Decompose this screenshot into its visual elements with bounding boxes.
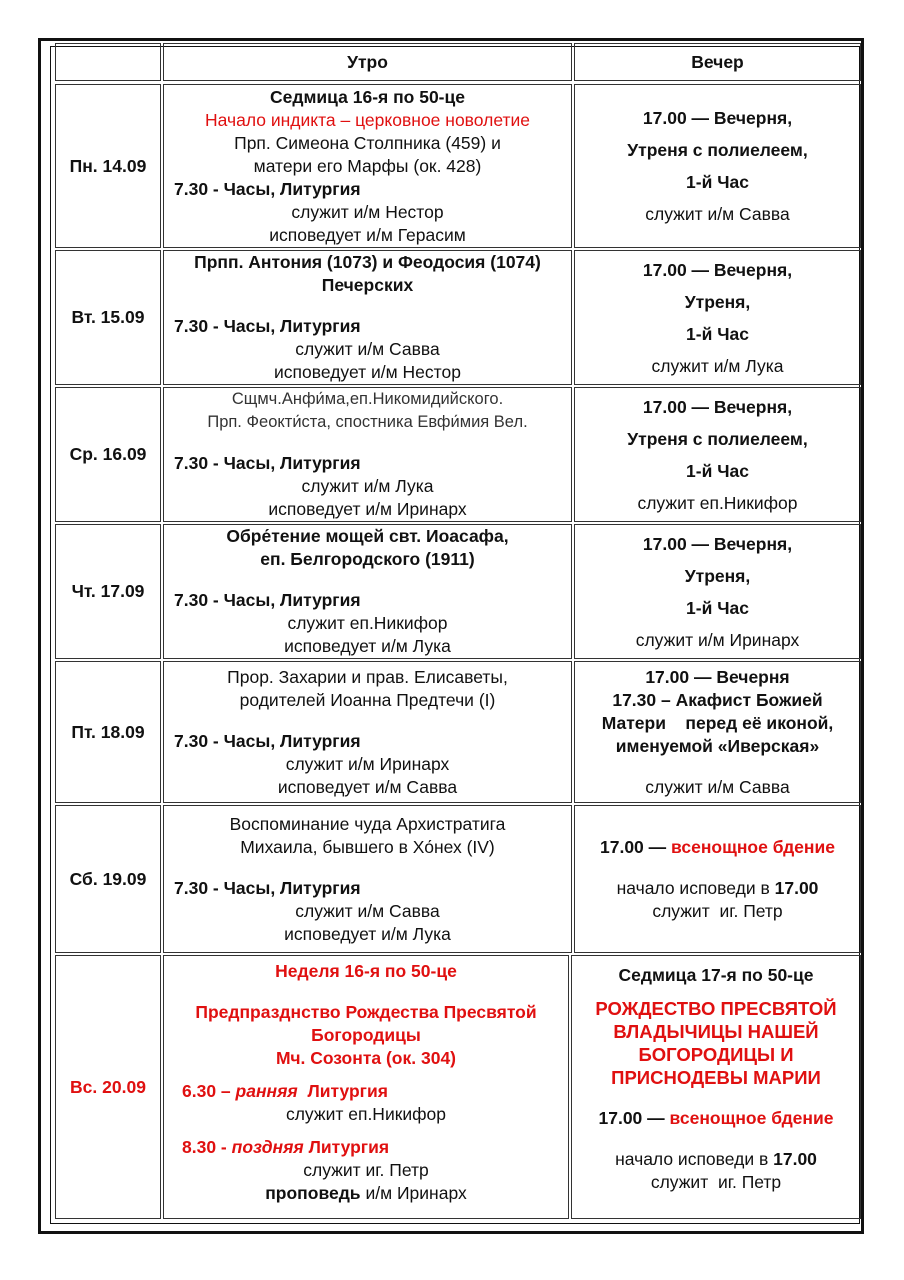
confess-line: исповедует и/м Лука [284,636,451,656]
feast-line-2: матери его Марфы (ок. 428) [253,155,482,176]
feast-line-2: ВЛАДЫЧИЦЫ НАШЕЙ [613,1021,819,1042]
morning-cell-tue [163,250,572,385]
evening-cell-sun [571,955,861,1219]
header-morning-label: Утро [347,51,388,72]
day-label: Пн. 14.09 [69,155,147,176]
service-line: 7.30 - Часы, Литургия [174,590,361,610]
serves-line: служит и/м Савва [295,900,440,921]
evening-serves: служит еп.Никифор [637,492,798,513]
serves-line: служит и/м Лука [301,476,434,496]
evening-cell-wed [574,387,861,522]
evening-line-2: Утреня, [684,291,751,312]
evening-serves: служит и/м Иринарх [635,629,800,650]
evening-line-2: Утреня с полиелеем, [627,428,808,449]
late-liturgy-line [164,1136,568,1159]
feast-line-1: РОЖДЕСТВО ПРЕСВЯТОЙ [595,998,837,1019]
early-liturgy-name: ранняя [235,1081,298,1101]
feast-line-1: Воспоминание чуда Архистратига [229,813,506,834]
evening-serves: служит и/м Савва [645,776,790,797]
feast-red-line: Начало индикта – церковное новолетие [204,109,531,130]
service-line: 7.30 - Часы, Литургия [174,730,361,751]
feast-line-3: Мч. Созонта (ок. 304) [275,1048,457,1068]
sermon-line [265,1182,467,1205]
header-evening [574,43,861,81]
early-liturgy-line [164,1080,568,1103]
confess-start-time: 17.00 [774,877,819,898]
vigil-time: 17.00 — [598,1108,670,1128]
feast-line-1: Предпразднство Рождества Пресвятой [195,1002,537,1022]
day-label: Вс. 20.09 [70,1076,146,1097]
day-cell-thu [55,524,161,659]
feast-line-1: Прп. Симеона Столпника (459) и [234,132,501,153]
evening-line-2: Утреня с полиелеем, [627,140,808,160]
evening-line-3: 1-й Час [686,323,749,344]
evening-line-2: Утреня, [684,565,751,586]
header-evening-label: Вечер [691,51,744,72]
morning-cell-mon [163,84,572,248]
morning-cell-sun [163,955,569,1219]
day-cell-sat [55,805,161,953]
sermon-by: и/м Иринарх [360,1183,467,1203]
evening-serves: служит и/м Савва [645,204,790,224]
feast-line-1: Сщмч.Анфи́ма,еп.Никомидийского. [231,390,504,408]
service-line: 7.30 - Часы, Литургия [174,877,361,898]
morning-cell-fri [163,661,572,803]
feast-line-1: Обре́тение мощей свт. Иоасафа, [226,526,509,546]
late-liturgy-time: 8.30 - [182,1137,232,1157]
serves-line: служит и/м Нестор [291,201,444,222]
late-liturgy-name: поздняя [231,1137,304,1157]
serves-line: служит и/м Савва [295,339,440,359]
feast-line-2: Прп. Феокти́ста, спостника Евфи́мия Вел. [207,413,528,431]
confess-line: исповедует и/м Герасим [269,224,466,245]
confess-start-time: 17.00 [773,1149,817,1169]
evening-line-3: 1-й Час [686,460,749,481]
day-cell-tue [55,250,161,385]
confess-start-line [617,877,819,900]
evening-serves: служит иг. Петр [650,1172,782,1192]
serves-line: служит и/м Иринарх [285,753,450,774]
evening-line-3: Матери перед её иконой, [601,712,834,733]
vigil-line [599,1107,834,1130]
vigil-time: 17.00 — [600,836,672,857]
evening-line-1: 17.00 — Вечерня, [642,396,793,417]
header-morning [163,43,572,81]
day-label: Пт. 18.09 [71,721,145,742]
evening-cell-fri [574,661,861,803]
evening-line-1: 17.00 — Вечерня [645,666,790,687]
evening-cell-mon [574,84,861,248]
late-liturgy-label: Литургия [303,1137,390,1157]
feast-line-2: Печерских [321,275,414,295]
feast-line-2: Богородицы [311,1025,421,1045]
serves-line: служит еп.Никифор [287,613,448,633]
day-label: Чт. 17.09 [71,581,145,601]
evening-serves: служит иг. Петр [652,900,783,921]
feast-line-1: Прпп. Антония (1073) и Феодосия (1074) [194,252,541,272]
evening-cell-sat [574,805,861,953]
evening-serves: служит и/м Лука [651,355,784,376]
early-liturgy-label: Литургия [297,1081,388,1101]
vigil-label: всенощное бдение [669,1108,834,1128]
day-label: Ср. 16.09 [69,444,147,464]
service-line: 7.30 - Часы, Литургия [174,178,361,199]
feast-line-3: БОГОРОДИЦЫ И [638,1044,794,1065]
evening-cell-thu [574,524,861,659]
day-cell-fri [55,661,161,803]
header-blank-cell [55,43,161,81]
day-cell-sun [55,955,161,1219]
day-label: Сб. 19.09 [69,868,147,889]
evening-line-3: 1-й Час [686,597,749,618]
evening-line-4: именуемой «Иверская» [615,735,820,756]
feast-line-1: Прор. Захарии и прав. Елисаветы, [227,666,508,687]
day-cell-wed [55,387,161,522]
evening-line-1: 17.00 — Вечерня, [642,259,793,280]
morning-cell-sat [163,805,572,953]
confess-start-label: начало исповеди в [616,877,775,898]
day-label: Вт. 15.09 [71,307,145,327]
morning-cell-thu [163,524,572,659]
confess-line: исповедует и/м Иринарх [268,499,467,519]
evening-line-1: 17.00 — Вечерня, [642,108,793,128]
vigil-line [600,836,835,859]
early-liturgy-time: 6.30 – [182,1081,236,1101]
confess-line: исповедует и/м Лука [284,923,451,944]
confess-start-label: начало исповеди в [615,1149,774,1169]
feast-line-2: Михаила, бывшего в Хо́нех (IV) [240,836,495,857]
evening-line-1: 17.00 — Вечерня, [642,533,793,554]
service-line: 7.30 - Часы, Литургия [174,316,361,336]
early-serves-line: служит еп.Никифор [285,1104,447,1124]
evening-cell-tue [574,250,861,385]
week-title: Седмица 17-я по 50-це [618,965,814,985]
week-title: Седмица 16-я по 50-це [269,86,466,107]
week-title: Неделя 16-я по 50-це [275,961,457,981]
confess-line: исповедует и/м Нестор [274,362,461,382]
feast-line-4: ПРИСНОДЕВЫ МАРИИ [611,1067,821,1088]
confess-start-line [615,1148,817,1171]
vigil-label: всенощное бдение [671,836,835,857]
morning-cell-wed [163,387,572,522]
sermon-label: проповедь [265,1183,361,1203]
evening-line-3: 1-й Час [686,172,749,192]
feast-line-2: родителей Иоанна Предтечи (I) [239,689,496,710]
service-line: 7.30 - Часы, Литургия [174,453,361,473]
evening-line-2: 17.30 – Акафист Божией [612,689,823,710]
late-serves-line: служит иг. Петр [303,1160,429,1180]
confess-line: исповедует и/м Савва [277,776,458,797]
feast-line-2: еп. Белгородского (1911) [260,549,475,569]
day-cell-mon [55,84,161,248]
